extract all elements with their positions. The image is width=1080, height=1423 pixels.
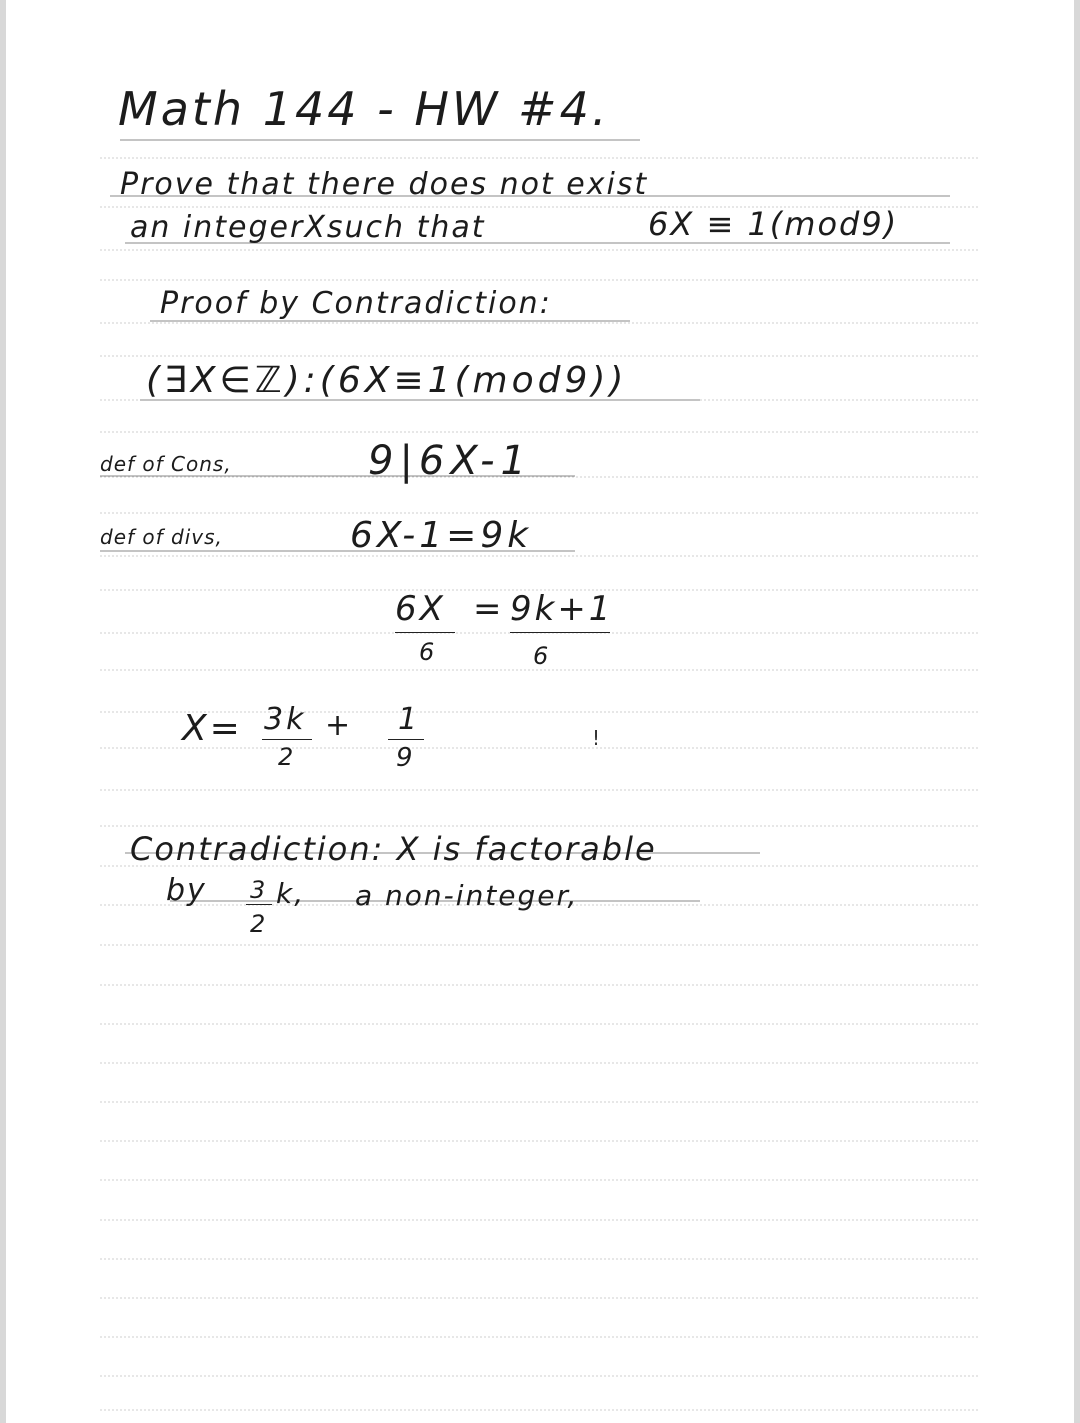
step-1-expression: 9|6X-1	[368, 438, 532, 484]
solution-plus: +	[325, 708, 354, 743]
step-1-label: def of Cons,	[100, 452, 232, 476]
step-2-label: def of divs,	[100, 525, 223, 549]
conclusion-coefficient-bar	[246, 904, 272, 905]
problem-congruence: 6X ≡ 1(mod9)	[648, 205, 899, 243]
division-left-denominator: 6	[419, 638, 438, 666]
division-equals: =	[473, 589, 505, 629]
proof-assumption: (∃X∈ℤ):(6X≡1(mod9))	[146, 360, 628, 401]
solution-fraction-2-denominator: 9	[396, 743, 416, 773]
page-title: Math 144 - HW #4.	[118, 82, 610, 136]
problem-line-1: Prove that there does not exist	[120, 167, 649, 202]
solution-fraction-1-numerator: 3k	[264, 702, 307, 737]
conclusion-rest: a non-integer,	[355, 879, 579, 912]
step-2-expression: 6X-1=9k	[350, 515, 533, 556]
division-right-bar	[510, 632, 610, 633]
conclusion-coefficient-numerator: 3	[250, 876, 269, 904]
division-left-numerator: 6X	[395, 589, 446, 629]
proof-heading: Proof by Contradiction:	[160, 286, 552, 321]
problem-line-2: an integerXsuch that	[130, 210, 486, 245]
conclusion-coefficient-denominator: 2	[250, 910, 269, 938]
solution-fraction-2-bar	[388, 739, 424, 740]
division-right-denominator: 6	[533, 642, 552, 670]
solution-fraction-2-numerator: 1	[398, 702, 421, 737]
conclusion-line-1: Contradiction: X is factorable	[130, 830, 657, 868]
division-right-numerator: 9k+1	[510, 589, 614, 629]
division-left-bar	[395, 632, 455, 633]
solution-x-equals: X=	[182, 708, 243, 749]
stray-mark: !	[592, 726, 601, 750]
solution-fraction-1-bar	[262, 739, 312, 740]
solution-fraction-1-denominator: 2	[278, 743, 297, 771]
conclusion-by: by	[166, 873, 207, 908]
conclusion-k: k,	[276, 877, 306, 910]
